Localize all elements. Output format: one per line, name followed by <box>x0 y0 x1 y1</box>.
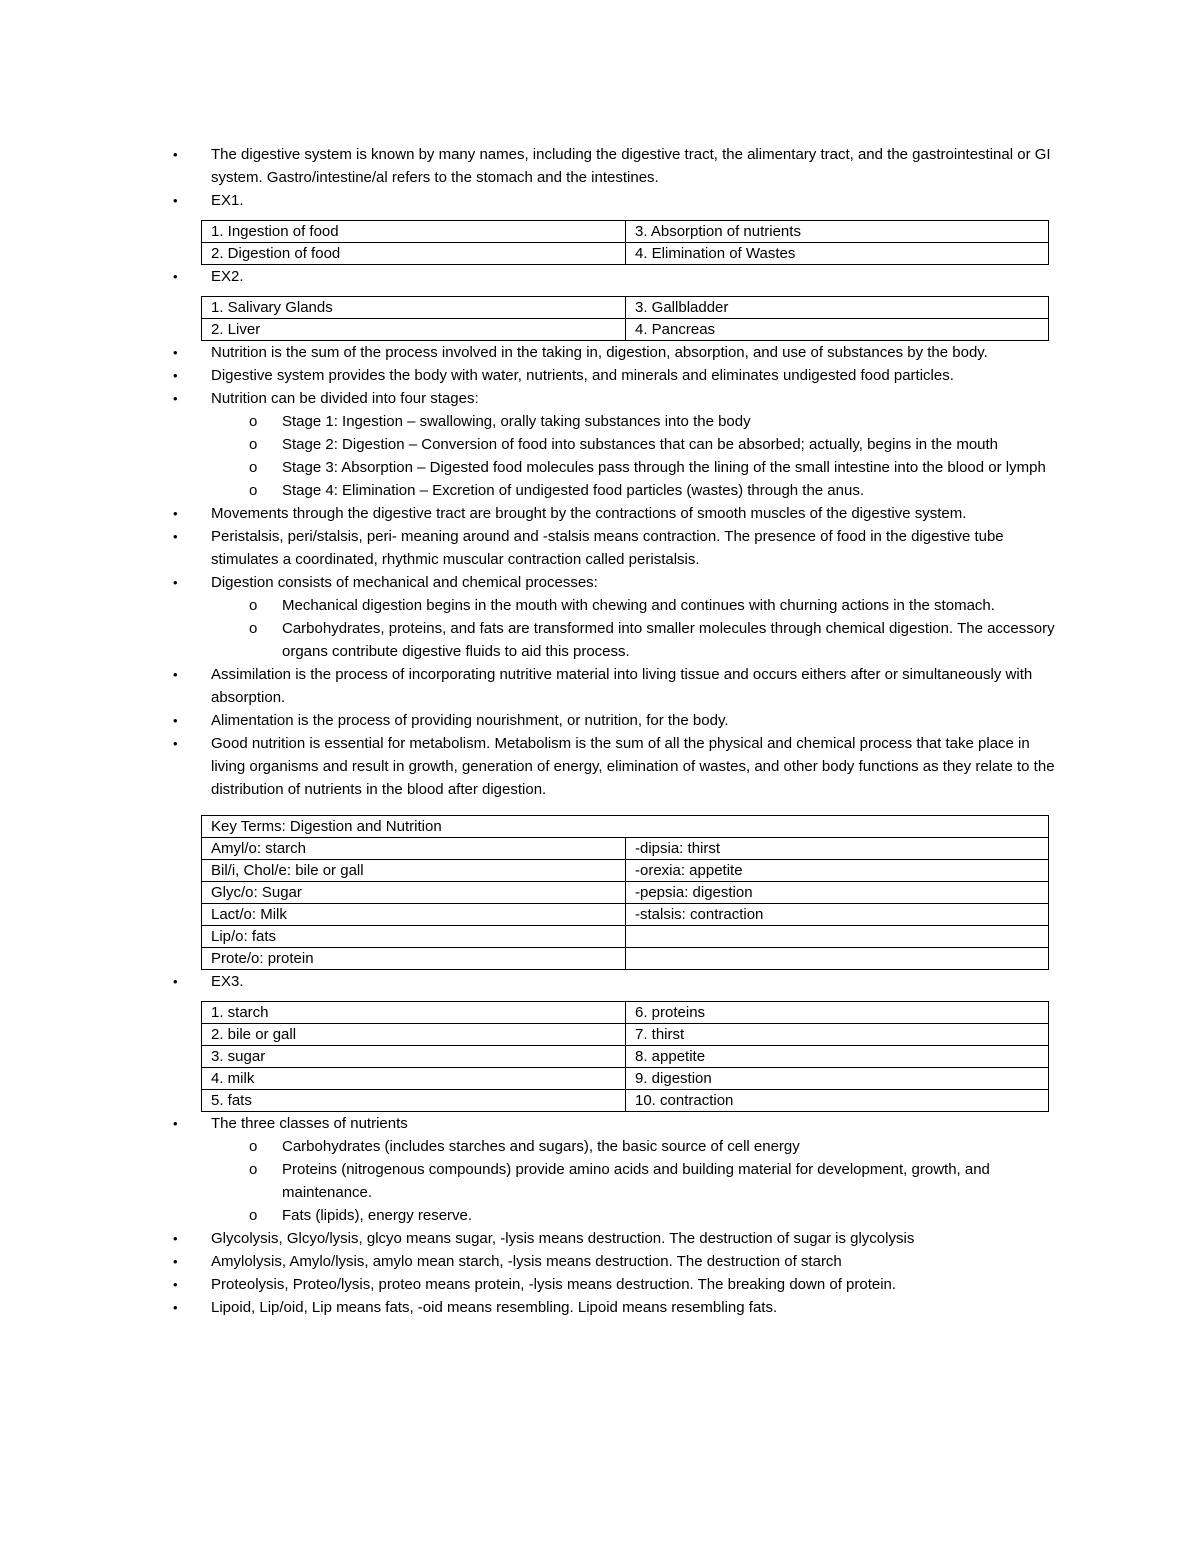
bullet-assimilation: • Assimilation is the process of incorporating nutritive material into living tissue and occurs eithers after or simultaneously with absorption. <box>173 663 1063 709</box>
table-cell: 3. sugar <box>202 1046 626 1068</box>
table-cell: Bil/i, Chol/e: bile or gall <box>202 860 626 882</box>
bullet-ex2-label: • EX2. <box>173 265 1063 288</box>
bullet-movements: • Movements through the digestive tract are brought by the contractions of smooth muscles of the digestive system. <box>173 502 1063 525</box>
sub-bullet-stage-1: o Stage 1: Ingestion – swallowing, orally taking substances into the body <box>173 410 1063 433</box>
table-cell <box>626 948 1049 970</box>
table-cell: 4. Pancreas <box>626 319 1049 341</box>
table-row <box>202 838 1049 860</box>
table-row <box>202 926 1049 948</box>
bullet-intro: • The digestive system is known by many names, including the digestive tract, the alimentary tract, and the gastrointestinal or GI system. Gastro/intestine/al refers to the stomach and the intestines. <box>173 143 1063 189</box>
table-cell: 8. appetite <box>626 1046 1049 1068</box>
table-cell: 1. Salivary Glands <box>202 297 626 319</box>
table-cell: Glyc/o: Sugar <box>202 882 626 904</box>
bullet-four-stages: • Nutrition can be divided into four stages: <box>173 387 1063 410</box>
table-cell: Lact/o: Milk <box>202 904 626 926</box>
bullet-ex1-label: • EX1. <box>173 189 1063 212</box>
sub-bullet-proteins: o Proteins (nitrogenous compounds) provide amino acids and building material for development, growth, and maintenance. <box>173 1158 1063 1204</box>
table-cell: 9. digestion <box>626 1068 1049 1090</box>
sub-bullet-stage-2: o Stage 2: Digestion – Conversion of food into substances that can be absorbed; actually, begins in the mouth <box>173 433 1063 456</box>
key-terms-header: Key Terms: Digestion and Nutrition <box>202 816 1049 838</box>
ex3-table <box>201 1001 1049 1112</box>
sub-bullet-stage-4: o Stage 4: Elimination – Excretion of undigested food particles (wastes) through the anus. <box>173 479 1063 502</box>
bullet-nutrition-sum: • Nutrition is the sum of the process involved in the taking in, digestion, absorption, and use of substances by the body. <box>173 341 1063 364</box>
table-row <box>202 221 1049 243</box>
table-row <box>202 904 1049 926</box>
bullet-amylolysis: • Amylolysis, Amylo/lysis, amylo mean starch, -lysis means destruction. The destruction of starch <box>173 1250 1063 1273</box>
table-cell: 1. starch <box>202 1002 626 1024</box>
sub-bullet-mechanical: o Mechanical digestion begins in the mouth with chewing and continues with churning actions in the stomach. <box>173 594 1063 617</box>
table-row <box>202 297 1049 319</box>
key-terms-table <box>201 815 1049 970</box>
table-header-row <box>202 816 1049 838</box>
table-row <box>202 1024 1049 1046</box>
table-cell: -pepsia: digestion <box>626 882 1049 904</box>
table-row <box>202 1090 1049 1112</box>
bullet-ex3-label: • EX3. <box>173 970 1063 993</box>
sub-bullet-chemical: o Carbohydrates, proteins, and fats are transformed into smaller molecules through chemical digestion. The accessory organs contribute digestive fluids to aid this process. <box>173 617 1063 663</box>
table-cell: 2. Digestion of food <box>202 243 626 265</box>
table-cell: Prote/o: protein <box>202 948 626 970</box>
table-cell: 3. Gallbladder <box>626 297 1049 319</box>
table-cell: Amyl/o: starch <box>202 838 626 860</box>
bullet-peristalsis: • Peristalsis, peri/stalsis, peri- meaning around and -stalsis means contraction. The presence of food in the digestive tube stimulates a coordinated, rhythmic muscular contraction called peristalsis. <box>173 525 1063 571</box>
table-cell: 3. Absorption of nutrients <box>626 221 1049 243</box>
table-row <box>202 319 1049 341</box>
table-cell <box>626 926 1049 948</box>
table-cell: 2. Liver <box>202 319 626 341</box>
table-cell: 4. milk <box>202 1068 626 1090</box>
table-cell: 6. proteins <box>626 1002 1049 1024</box>
table-row <box>202 1002 1049 1024</box>
sub-bullet-fats: o Fats (lipids), energy reserve. <box>173 1204 1063 1227</box>
table-cell: 7. thirst <box>626 1024 1049 1046</box>
table-cell: -stalsis: contraction <box>626 904 1049 926</box>
sub-bullet-stage-3: o Stage 3: Absorption – Digested food molecules pass through the lining of the small intestine into the blood or lymph <box>173 456 1063 479</box>
sub-bullet-carbohydrates: o Carbohydrates (includes starches and sugars), the basic source of cell energy <box>173 1135 1063 1158</box>
table-cell: 1. Ingestion of food <box>202 221 626 243</box>
document-content <box>173 143 1063 1319</box>
table-cell: 2. bile or gall <box>202 1024 626 1046</box>
bullet-lipoid: • Lipoid, Lip/oid, Lip means fats, -oid means resembling. Lipoid means resembling fats. <box>173 1296 1063 1319</box>
table-row <box>202 882 1049 904</box>
table-cell: 4. Elimination of Wastes <box>626 243 1049 265</box>
table-cell: -dipsia: thirst <box>626 838 1049 860</box>
bullet-digestive-provides: • Digestive system provides the body with water, nutrients, and minerals and eliminates undigested food particles. <box>173 364 1063 387</box>
bullet-three-classes: • The three classes of nutrients <box>173 1112 1063 1135</box>
bullet-alimentation: • Alimentation is the process of providing nourishment, or nutrition, for the body. <box>173 709 1063 732</box>
table-row <box>202 1046 1049 1068</box>
bullet-glycolysis: • Glycolysis, Glcyo/lysis, glcyo means sugar, -lysis means destruction. The destruction of sugar is glycolysis <box>173 1227 1063 1250</box>
table-cell: Lip/o: fats <box>202 926 626 948</box>
table-row <box>202 948 1049 970</box>
table-cell: 10. contraction <box>626 1090 1049 1112</box>
table-row <box>202 1068 1049 1090</box>
ex1-table <box>201 220 1049 265</box>
bullet-digestion-consists: • Digestion consists of mechanical and chemical processes: <box>173 571 1063 594</box>
bullet-proteolysis: • Proteolysis, Proteo/lysis, proteo means protein, -lysis means destruction. The breaking down of protein. <box>173 1273 1063 1296</box>
bullet-metabolism: • Good nutrition is essential for metabolism. Metabolism is the sum of all the physical and chemical process that take place in living organisms and result in growth, generation of energy, elimination of wastes, and other body functions as they relate to the distribution of nutrients in the blood after digestion. <box>173 732 1063 801</box>
ex2-table <box>201 296 1049 341</box>
table-cell: -orexia: appetite <box>626 860 1049 882</box>
table-row <box>202 860 1049 882</box>
table-row <box>202 243 1049 265</box>
table-cell: 5. fats <box>202 1090 626 1112</box>
